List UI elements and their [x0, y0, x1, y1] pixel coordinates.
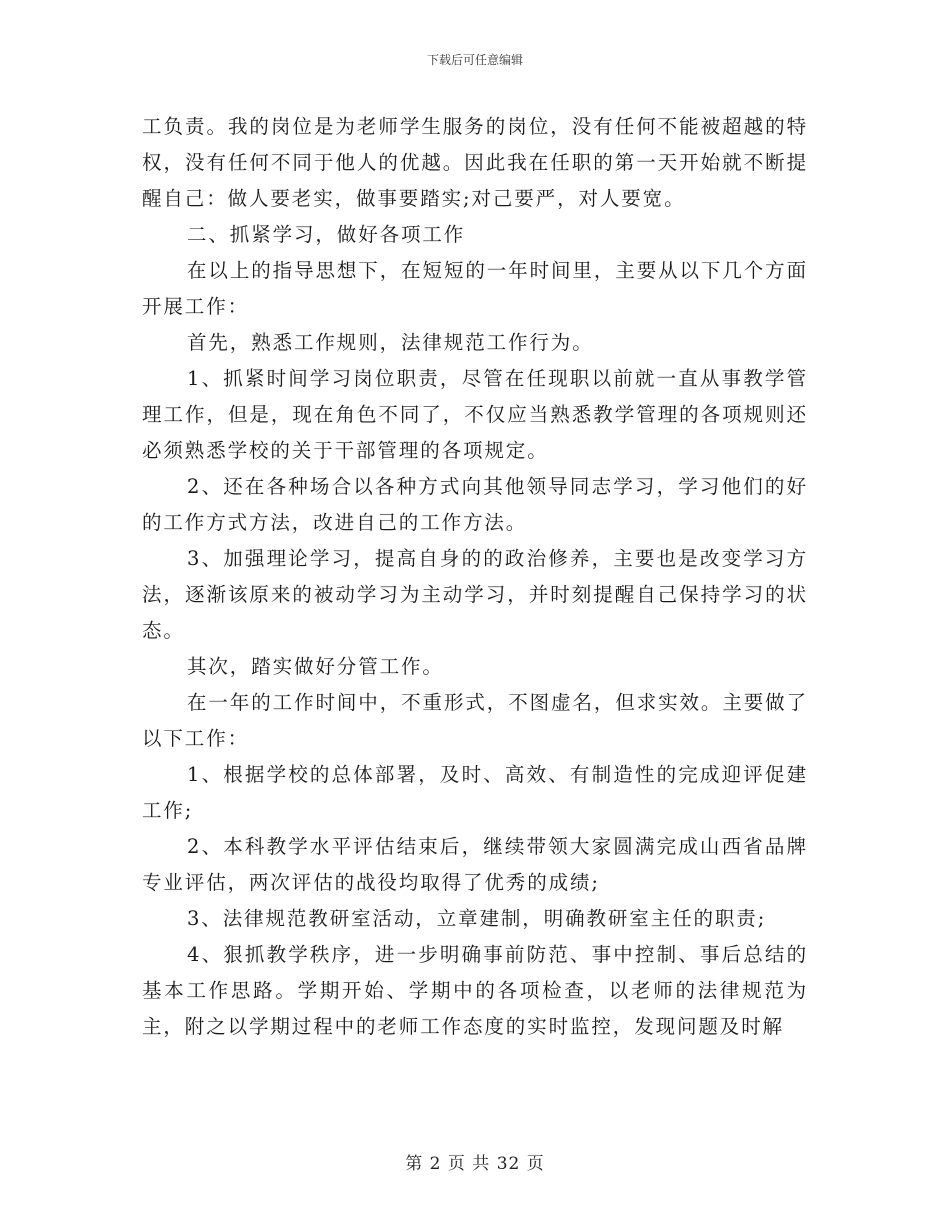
list-item: 1、抓紧时间学习岗位职责，尽管在任现职以前就一直从事教学管理工作，但是，现在角色不同了，不仅应当熟悉教学管理的各项规则还必须熟悉学校的关于干部管理的各项规定。: [142, 367, 808, 462]
list-item: 3、加强理论学习，提高自身的的政治修养，主要也是改变学习方法，逐渐该原来的被动学习为主动学习，并时刻提醒自己保持学习的状态。: [142, 547, 808, 642]
page-footer: [0, 1152, 950, 1176]
document-body: [142, 109, 808, 1045]
list-item: 1、根据学校的总体部署，及时、高效、有制造性的完成迎评促建工作;: [142, 763, 808, 822]
paragraph: 在以上的指导思想下，在短短的一年时间里，主要从以下几个方面开展工作：: [142, 259, 808, 318]
list-item: 4、狠抓教学秩序，进一步明确事前防范、事中控制、事后总结的基本工作思路。学期开始、学期中的各项检查，以老师的法律规范为主，附之以学期过程中的老师工作态度的实时监控，发现问题及时解: [142, 943, 808, 1038]
page-number-middle: 页 共: [447, 1154, 491, 1174]
page-number-prefix: 第: [405, 1154, 424, 1174]
list-item: 3、法律规范教研室活动，立章建制，明确教研室主任的职责;: [187, 907, 767, 930]
page-header: 下载后可任意编辑: [426, 53, 523, 67]
list-item: 2、本科教学水平评估结束后，继续带领大家圆满完成山西省品牌专业评估，两次评估的战役均取得了优秀的成绩;: [142, 835, 808, 894]
paragraph: 工负责。我的岗位是为老师学生服务的岗位，没有任何不能被超越的特权，没有任何不同于他人的优越。因此我在任职的第一天开始就不断提醒自己：做人要老实，做事要踏实;对己要严，对人要宽。: [142, 115, 808, 210]
total-pages-number: 32: [496, 1154, 521, 1174]
section-heading: 二、抓紧学习，做好各项工作: [187, 223, 466, 246]
current-page-number: 2: [429, 1154, 442, 1174]
subsection-heading: 首先，熟悉工作规则，法律规范工作行为。: [187, 331, 594, 354]
subsection-heading: 其次，踏实做好分管工作。: [187, 655, 444, 678]
page-number-suffix: 页: [526, 1154, 545, 1174]
paragraph: 在一年的工作时间中，不重形式，不图虚名，但求实效。主要做了以下工作：: [142, 691, 808, 750]
list-item: 2、还在各种场合以各种方式向其他领导同志学习，学习他们的好的工作方式方法，改进自己的工作方法。: [142, 475, 808, 534]
